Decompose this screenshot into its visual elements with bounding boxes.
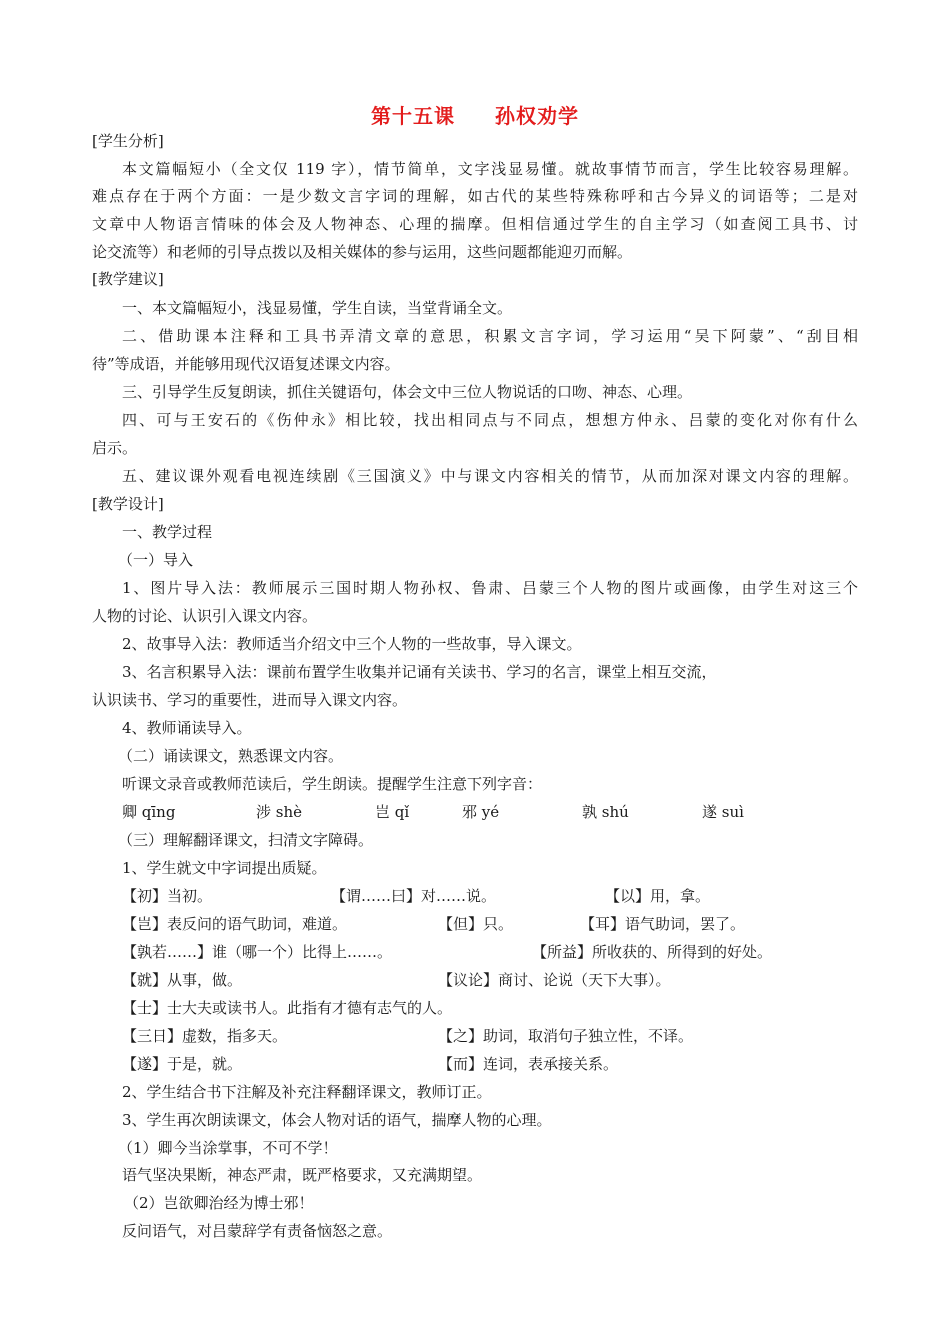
pronunciation-item: 孰 shú [582, 803, 629, 821]
subheading-translate: （三）理解翻译课文，扫清文字障碍。 [118, 831, 374, 849]
suggestion-line: 一、本文篇幅短小，浅显易懂，学生自读，当堂背诵全文。 [122, 299, 513, 317]
paragraph-line: 难点存在于两个方面：一是少数文言字词的理解，如古代的某些特殊称呼和古今异义的词语等；二是对 [92, 187, 858, 205]
glossary-entry: 【初】当初。 [122, 887, 213, 905]
intro-line: 认识读书、学习的重要性，进而导入课文内容。 [92, 691, 408, 709]
pronunciation-item: 涉 shè [256, 803, 303, 821]
subheading-recite: （二）诵读课文，熟悉课文内容。 [118, 747, 344, 765]
section-heading-student-analysis: [学生分析] [92, 132, 164, 150]
glossary-entry: 【而】连词，表承接关系。 [438, 1055, 619, 1073]
glossary-entry: 【就】从事，做。 [122, 971, 243, 989]
lesson-name: 孙权劝学 [495, 104, 579, 128]
section-heading-teaching-suggestions: [教学建议] [92, 270, 164, 288]
suggestion-line: 四、可与王安石的《伤仲永》相比较，找出相同点与不同点，想想方仲永、吕蒙的变化对你有什么 [122, 411, 858, 429]
pronunciation-item: 岂 qǐ [375, 803, 410, 821]
glossary-entry: 【之】助词，取消句子独立性，不译。 [438, 1027, 694, 1045]
intro-line: 4、教师诵读导入。 [122, 719, 252, 737]
paragraph-line: 本文篇幅短小（全文仅 119 字），情节简单，文字浅显易懂。就故事情节而言，学生比较容易理解。 [122, 160, 858, 178]
quote-line: （2）岂欲卿治经为博士邪！ [124, 1194, 314, 1212]
glossary-entry: 【士】士大夫或读书人。此指有才德有志气的人。 [122, 999, 453, 1017]
pronunciation-item: 卿 qīng [122, 803, 176, 821]
recite-instruction: 听课文录音或教师范读后，学生朗读。提醒学生注意下列字音： [122, 775, 543, 793]
translate-step: 3、学生再次朗读课文，体会人物对话的语气，揣摩人物的心理。 [122, 1111, 552, 1129]
paragraph-line: 论交流等）和老师的引导点拨以及相关媒体的参与运用，这些问题都能迎刃而解。 [92, 243, 633, 261]
page-title [0, 100, 950, 129]
translate-step: 1、学生就文中字词提出质疑。 [122, 859, 327, 877]
lesson-number: 第十五课 [371, 104, 455, 128]
suggestion-line: 二、借助课本注释和工具书弄清文章的意思，积累文言字词，学习运用“吴下阿蒙”、“刮目相 [122, 327, 858, 345]
intro-line: 1、图片导入法：教师展示三国时期人物孙权、鲁肃、吕蒙三个人物的图片或画像，由学生对这三个 [122, 579, 858, 597]
quote-line: （1）卿今当涂掌事，不可不学！ [118, 1139, 338, 1157]
glossary-entry: 【所益】所收获的、所得到的好处。 [532, 943, 773, 961]
intro-line: 2、故事导入法：教师适当介绍文中三个人物的一些故事，导入课文。 [122, 635, 582, 653]
paragraph-line: 文章中人物语言情味的体会及人物神态、心理的揣摩。但相信通过学生的自主学习（如查阅工具书、讨 [92, 215, 858, 233]
pronunciation-item: 遂 suì [702, 803, 744, 821]
pronunciation-item: 邪 yé [462, 803, 500, 821]
subheading-intro: （一）导入 [118, 551, 194, 569]
suggestion-line: 五、建议课外观看电视连续剧《三国演义》中与课文内容相关的情节，从而加深对课文内容的理解。 [122, 467, 858, 485]
suggestion-line: 三、引导学生反复朗读，抓住关键语句，体会文中三位人物说话的口吻、神态、心理。 [122, 383, 693, 401]
suggestion-line: 待”等成语，并能够用现代汉语复述课文内容。 [92, 355, 400, 373]
glossary-entry: 【议论】商讨、论说（天下大事）。 [438, 971, 671, 989]
glossary-entry: 【岂】表反问的语气助词，难道。 [122, 915, 348, 933]
quote-note: 反问语气，对吕蒙辞学有责备恼怒之意。 [122, 1222, 393, 1240]
intro-line: 人物的讨论、认识引入课文内容。 [92, 607, 318, 625]
glossary-entry: 【以】用，拿。 [605, 887, 711, 905]
intro-line: 3、名言积累导入法：课前布置学生收集并记诵有关读书、学习的名言，课堂上相互交流， [122, 663, 717, 681]
glossary-entry: 【三日】虚数，指多天。 [122, 1027, 288, 1045]
glossary-entry: 【遂】于是，就。 [122, 1055, 243, 1073]
subheading-process: 一、教学过程 [122, 523, 213, 541]
glossary-entry: 【谓……曰】对……说。 [331, 887, 497, 905]
glossary-entry: 【耳】语气助词，罢了。 [580, 915, 746, 933]
glossary-entry: 【孰若……】谁（哪一个）比得上……。 [122, 943, 393, 961]
glossary-entry: 【但】只。 [438, 915, 514, 933]
quote-note: 语气坚决果断，神态严肃，既严格要求，又充满期望。 [122, 1166, 483, 1184]
suggestion-line: 启示。 [92, 439, 138, 457]
translate-step: 2、学生结合书下注解及补充注释翻译课文，教师订正。 [122, 1083, 492, 1101]
section-heading-teaching-design: [教学设计] [92, 495, 164, 513]
